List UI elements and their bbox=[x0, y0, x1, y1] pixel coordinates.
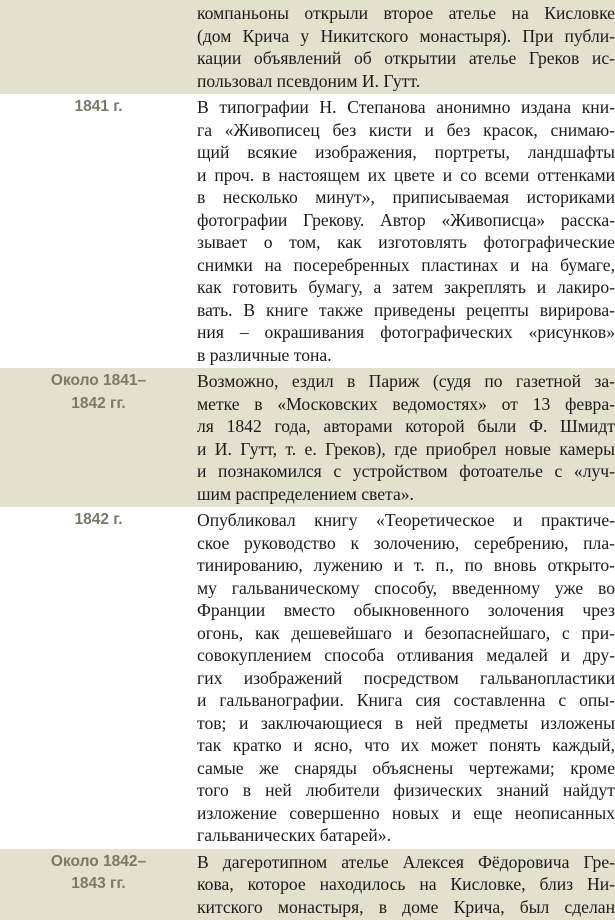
date-label: Около 1842– bbox=[0, 851, 167, 874]
text-line: вать. В книге также приведены рецепты вирирова- bbox=[197, 299, 615, 322]
text-line: и проч. в настоящем их цвете и со всеми оттенками bbox=[197, 164, 615, 187]
entry-text bbox=[197, 94, 615, 368]
text-line: в несколько минут», приписываемая историками bbox=[197, 186, 615, 209]
date-cell bbox=[0, 0, 197, 94]
date-label: 1841 г. bbox=[0, 96, 167, 119]
text-line: и познакомился с устройством фотоателье с «луч- bbox=[197, 460, 615, 483]
date-cell bbox=[0, 507, 197, 849]
text-line: в различные тона. bbox=[197, 344, 615, 367]
text-line: пользовал псевдоним И. Гутт. bbox=[197, 70, 615, 93]
text-line: изложение совершенно новых и еще неописанных bbox=[197, 802, 615, 825]
chronology-row bbox=[0, 507, 615, 849]
date-label: 1842 гг. bbox=[0, 393, 167, 416]
text-line: Возможно, ездил в Париж (судя по газетной за- bbox=[197, 370, 615, 393]
text-line: снимки на посеребренных пластинах и на бумаге, bbox=[197, 254, 615, 277]
text-line: ля 1842 года, авторами которой были Ф. Шмидт bbox=[197, 415, 615, 438]
text-line: фотографии Грекову. Автор «Живописца» расска- bbox=[197, 209, 615, 232]
text-line: зывает о том, как изготовлять фотографические bbox=[197, 231, 615, 254]
text-line: (дом Крича у Никитского монастыря). При публи- bbox=[197, 25, 615, 48]
text-line: огонь, как дешевейшаго и безопаснейшаго, с при- bbox=[197, 622, 615, 645]
date-label: Около 1841– bbox=[0, 370, 167, 393]
chronology-row bbox=[0, 849, 615, 920]
text-line: тов; и заключающиеся в ней предметы изложены bbox=[197, 712, 615, 735]
entry-text bbox=[197, 0, 615, 94]
text-line: того в ней любители физических знаний найдут bbox=[197, 779, 615, 802]
entry-text bbox=[197, 849, 615, 920]
entry-text bbox=[197, 507, 615, 849]
text-line: китского монастыря, в доме Крича, был сделан bbox=[197, 896, 615, 919]
text-line: кова, которое находилось на Кисловке, близ Ни- bbox=[197, 873, 615, 896]
date-cell bbox=[0, 94, 197, 368]
text-line: ское руководство к золочению, серебрению, пла- bbox=[197, 532, 615, 555]
text-line: га «Живописец без кисти и без красок, снимаю- bbox=[197, 119, 615, 142]
text-line: совокуплением способа отливания медалей и дру- bbox=[197, 644, 615, 667]
date-label: 1843 гг. bbox=[0, 873, 167, 896]
text-line: компаньоны открыли второе ателье на Кисловке bbox=[197, 2, 615, 25]
chronology-row bbox=[0, 0, 615, 94]
text-line: гальванических батарей». bbox=[197, 824, 615, 847]
text-line: кации объявлений об открытии ателье Греков ис- bbox=[197, 47, 615, 70]
text-line: Франции вместо обыкновенного золочения чрез bbox=[197, 599, 615, 622]
text-line: и И. Гутт, т. е. Греков), где приобрел новые камеры bbox=[197, 438, 615, 461]
date-label: 1842 г. bbox=[0, 509, 167, 532]
text-line: и гальванографии. Книга сия составленна с опы- bbox=[197, 689, 615, 712]
entry-text bbox=[197, 368, 615, 507]
text-line: шим распределением света». bbox=[197, 483, 615, 506]
text-line: как готовить бумагу, а затем закреплять и лакиро- bbox=[197, 276, 615, 299]
text-line: метке в «Московских ведомостях» от 13 февра- bbox=[197, 393, 615, 416]
text-line: В типографии Н. Степанова анонимно издана кни- bbox=[197, 96, 615, 119]
text-line: самые же снаряды объяснены чертежами; кроме bbox=[197, 757, 615, 780]
text-line: так кратко и ясно, что их может понять каждый, bbox=[197, 734, 615, 757]
date-cell bbox=[0, 849, 197, 920]
text-line: тинированию, лужению и т. п., по вновь открыто- bbox=[197, 554, 615, 577]
chronology-row bbox=[0, 368, 615, 507]
text-line: В дагеротипном ателье Алексея Фёдоровича Гре- bbox=[197, 851, 615, 874]
date-cell bbox=[0, 368, 197, 507]
text-line: гих изображений посредством гальванопластики bbox=[197, 667, 615, 690]
text-line: му гальваническому способу, введенному уже во bbox=[197, 577, 615, 600]
text-line: Опубликовал книгу «Теоретическое и практиче- bbox=[197, 509, 615, 532]
text-line: щий всякие изображения, портреты, ландшафты bbox=[197, 141, 615, 164]
text-line: ния – окрашивания фотографических «рисунков» bbox=[197, 321, 615, 344]
chronology-row bbox=[0, 94, 615, 368]
